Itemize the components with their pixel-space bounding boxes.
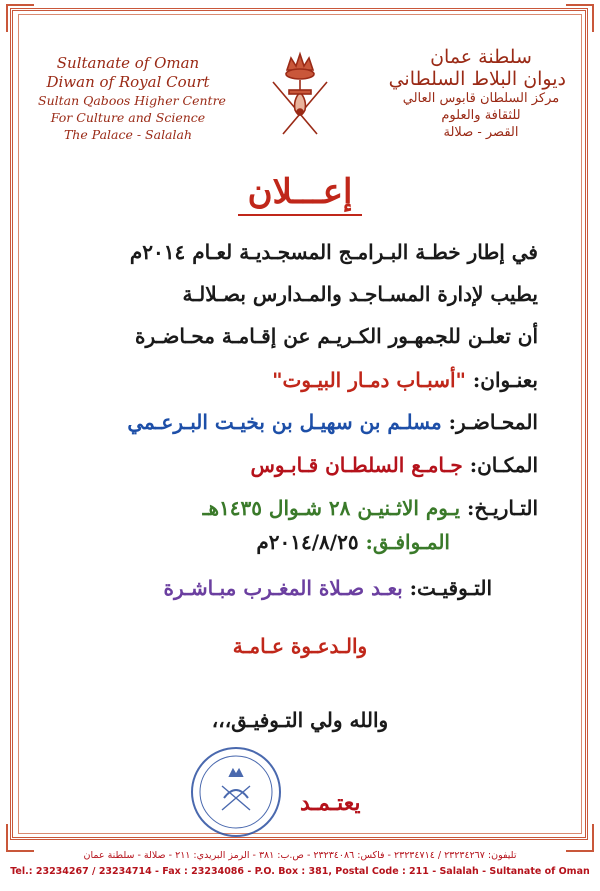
lecturer-value: مسلـم بن سهيـل بن بخيـت البـرعـمي: [127, 410, 442, 434]
corresponding-row: [256, 530, 450, 554]
letterhead-en-line: Diwan of Royal Court: [46, 73, 210, 91]
letterhead-en-line: For Culture and Science: [50, 110, 206, 125]
footer-contact-arabic: تليفون: ٢٣٢٣٤٢٦٧ / ٢٣٢٣٤٧١٤ - فاكس: ٢٣٢٣٤٠٨٦ - ص.ب: ٣٨١ - الرمز البريدي: ٢١١ - صلالة - سلطنة عمان: [83, 850, 517, 861]
corresponding-label: المـوافـق:: [365, 530, 450, 554]
footer-contact-english: Tel.: 23234267 / 23234714 - Fax : 23234086 - P.O. Box : 381, Postal Code : 211 - Salalah - Sultanate of Oman: [10, 866, 590, 877]
place-value: جـامـع السلطـان قـابـوس: [250, 453, 463, 477]
topic-row: [272, 368, 538, 392]
closing-text: والله ولي التـوفيـق،،،: [211, 708, 389, 732]
letterhead-ar-line: القصر - صلالة: [443, 125, 519, 140]
body-line: يطيب لإدارة المسـاجـد والمـدارس بصـلالـة: [182, 282, 538, 306]
corresponding-value: ٢٠١٤/٨/٢٥م: [256, 530, 359, 554]
announcement-title: إعـــلان: [247, 172, 353, 212]
place-row: [250, 453, 538, 477]
official-stamp-icon: [186, 742, 286, 842]
place-label: المكـان:: [469, 453, 538, 477]
letterhead-ar-line: سلطنة عمان: [430, 46, 532, 68]
topic-value: "أسبـاب دمـار البيـوت": [272, 368, 466, 392]
letterhead-english: [38, 54, 226, 143]
invitation-text: والـدعـوة عـامـة: [232, 634, 368, 658]
time-label: التـوقيـت:: [409, 576, 492, 600]
corner-ornament: [566, 824, 594, 852]
letterhead-ar-line: للثقافة والعلوم: [441, 108, 521, 123]
corner-ornament: [566, 4, 594, 32]
letterhead-en-line: Sultan Qaboos Higher Centre: [38, 93, 226, 108]
corner-ornament: [6, 824, 34, 852]
letterhead-ar-line: مركز السلطان قابوس العالي: [402, 91, 560, 106]
letterhead-ar-line: ديوان البلاط السلطاني: [388, 68, 566, 90]
topic-label: بعنـوان:: [472, 368, 538, 392]
body-line: في إطار خطـة البـرامـج المسجـديـة لعـام ٢٠١٤م: [129, 240, 538, 264]
oman-emblem-icon: [265, 48, 335, 140]
time-row: [164, 576, 492, 600]
date-label: التـاريـخ:: [466, 496, 538, 520]
letterhead-en-line: The Palace - Salalah: [63, 127, 193, 142]
corner-ornament: [6, 4, 34, 32]
title-underline: [238, 214, 362, 216]
lecturer-row: [127, 410, 538, 434]
letterhead-arabic: [388, 46, 566, 141]
body-line: أن تعلـن للجمهـور الكـريـم عن إقـامـة محـاضـرة: [135, 324, 538, 348]
time-value: بعـد صـلاة المغـرب مبـاشـرة: [163, 576, 403, 600]
letterhead-en-line: Sultanate of Oman: [56, 54, 200, 72]
lecturer-label: المحـاضـر:: [448, 410, 538, 434]
date-value: يـوم الاثـنيـن ٢٨ شـوال ١٤٣٥هـ: [202, 496, 461, 520]
approved-text: يعتـمـد: [300, 790, 361, 816]
date-row: [203, 496, 538, 520]
